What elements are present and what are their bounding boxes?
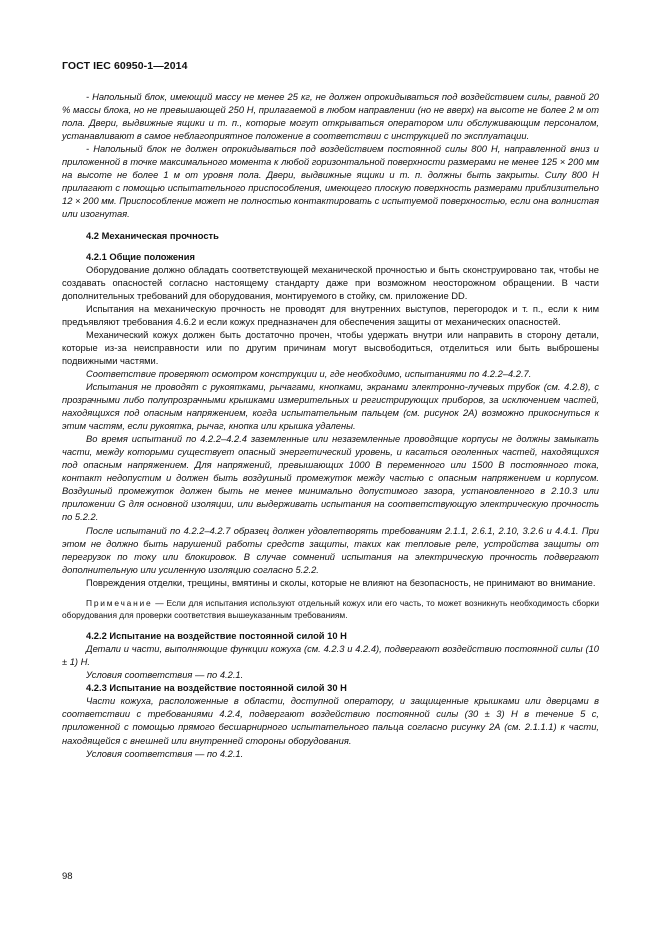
paragraph: Детали и части, выполняющие функции кожуха (см. 4.2.3 и 4.2.4), подвергают воздействию постоянной силы (10 ± 1) Н. xyxy=(62,644,599,668)
section-heading-4-2-3: 4.2.3 Испытание на воздействие постоянной силой 30 Н xyxy=(86,683,347,694)
paragraph: Части кожуха, расположенные в области, доступной оператору, и защищенные крышками или дверцами в соответствии с требованиями 4.2.4, подвергают воздействию постоянной силы (30 ± 3) Н в течение 5 с, приложенной с помощью прямого бесшарнирного испытательного пальца согласно рисунку 2А (см. 2.1.1.1) к части, находящейся с внешней или внутренней стороны оборудования. xyxy=(62,696,599,746)
paragraph: После испытаний по 4.2.2–4.2.7 образец должен удовлетворять требованиям 2.1.1, 2.6.1, 2.10, 3.2.6 и 4.4.1. При этом не должно быть нарушений работы средств защиты, таких как тепловые реле, устройства защиты от перегрузок по току или блокировок. В случае сомнений испытания на электрическую прочность подвергают дополнительную или усиленную изоляцию согласно 5.2.2. xyxy=(62,525,599,575)
paragraph: Механический кожух должен быть достаточно прочен, чтобы удержать внутри или направить в сторону детали, которые из-за неисправности или по другим причинам могут высвободиться, отделиться или быть выброшены подвижными частями. xyxy=(62,329,599,366)
note-label: Примечание xyxy=(86,597,153,608)
section-heading-4-2: 4.2 Механическая прочность xyxy=(86,231,219,242)
note xyxy=(62,597,599,621)
section-heading-4-2-2: 4.2.2 Испытание на воздействие постоянной силой 10 Н xyxy=(86,631,347,642)
document-body xyxy=(62,91,599,761)
paragraph: Испытания на механическую прочность не проводят для внутренних выступов, перегородок и т. п., если к ним предъявляют требования 4.6.2 и если кожух предназначен для обеспечения защиты от механических опасностей. xyxy=(62,303,599,327)
paragraph: - Напольный блок, имеющий массу не менее 25 кг, не должен опрокидываться под воздействием силы, равной 20 % массы блока, но не превышающей 250 Н, прилагаемой в любом направлении (но не вверх) на высоте не более 2 м от пола. Двери, выдвижные ящики и т. п., которые могут открываться оператором или обслуживающим персоналом, устанавливают в самое неблагоприятное положение в соответствии с инструкцией по эксплуатации. xyxy=(62,92,599,142)
paragraph: Повреждения отделки, трещины, вмятины и сколы, которые не влияют на безопасность, не принимают во внимание. xyxy=(86,577,596,588)
paragraph: Соответствие проверяют осмотром конструкции и, где необходимо, испытаниями по 4.2.2–4.2.7. xyxy=(86,368,532,379)
document-header: ГОСТ IEC 60950-1—2014 xyxy=(62,60,188,72)
paragraph: - Напольный блок не должен опрокидываться под воздействием постоянной силы 800 Н, направленной вниз и приложенной в точке максимального момента к любой горизонтальной поверхности размерами не менее 125 × 200 мм на высоте не более 1 м от уровня пола. Двери, выдвижные ящики и т. п. должны быть закрыты. Силу 800 Н прилагают с помощью испытательного приспособления, имеющего плоскую поверхность размерами приблизительно 12 × 200 мм. Приспособление может не полностью контактировать с испытуемой поверхностью, если она волнистая или изогнутая. xyxy=(62,144,599,220)
paragraph: Испытания не проводят с рукоятками, рычагами, кнопками, экранами электронно-лучевых трубок (см. 4.2.8), с прозрачными либо полупрозрачными крышками измерительных и регистрирующих приборов, за исключением частей, находящихся под опасным напряжением, когда испытательным пальцем (см. рисунок 2А) возможно прикоснуться к этим частям, если рукоятка, рычаг, кнопка или крышка удалены. xyxy=(62,381,599,432)
paragraph: Условия соответствия — по 4.2.1. xyxy=(86,748,244,759)
paragraph: Оборудование должно обладать соответствующей механической прочностью и быть сконструировано так, чтобы не создавать опасностей согласно настоящему стандарту даже при возможном неосторожном обращении. В части дополнительных требований для оборудования, монтируемого в стойку, см. приложение DD. xyxy=(62,264,599,301)
page-number: 98 xyxy=(62,871,73,882)
paragraph: Во время испытаний по 4.2.2–4.2.4 заземленные или незаземленные проводящие корпусы не должны замыкать части, между которыми существует опасный энергетический уровень, и касаться оголенных частей, находящихся под опасным напряжением. Для напряжений, превышающих 1000 В переменного или 1500 В постоянного тока, контакт недопустим и должен быть воздушный промежуток между частью с опасным напряжением и корпусом. Воздушный промежуток должен быть не менее минимально допустимого зазора, установленного в 2.10.3 или приложении G для основной изоляции, или выдерживать испытания на соответствующую электрическую прочность по 5.2.2. xyxy=(62,434,599,523)
section-heading-4-2-1: 4.2.1 Общие положения xyxy=(86,251,195,262)
note-text: — Если для испытания используют отдельный кожух или его часть, то может возникнуть необходимость сборки оборудования для проверки соответствия вышеуказанным требованиям. xyxy=(62,597,599,620)
paragraph: Условия соответствия — по 4.2.1. xyxy=(86,670,244,681)
